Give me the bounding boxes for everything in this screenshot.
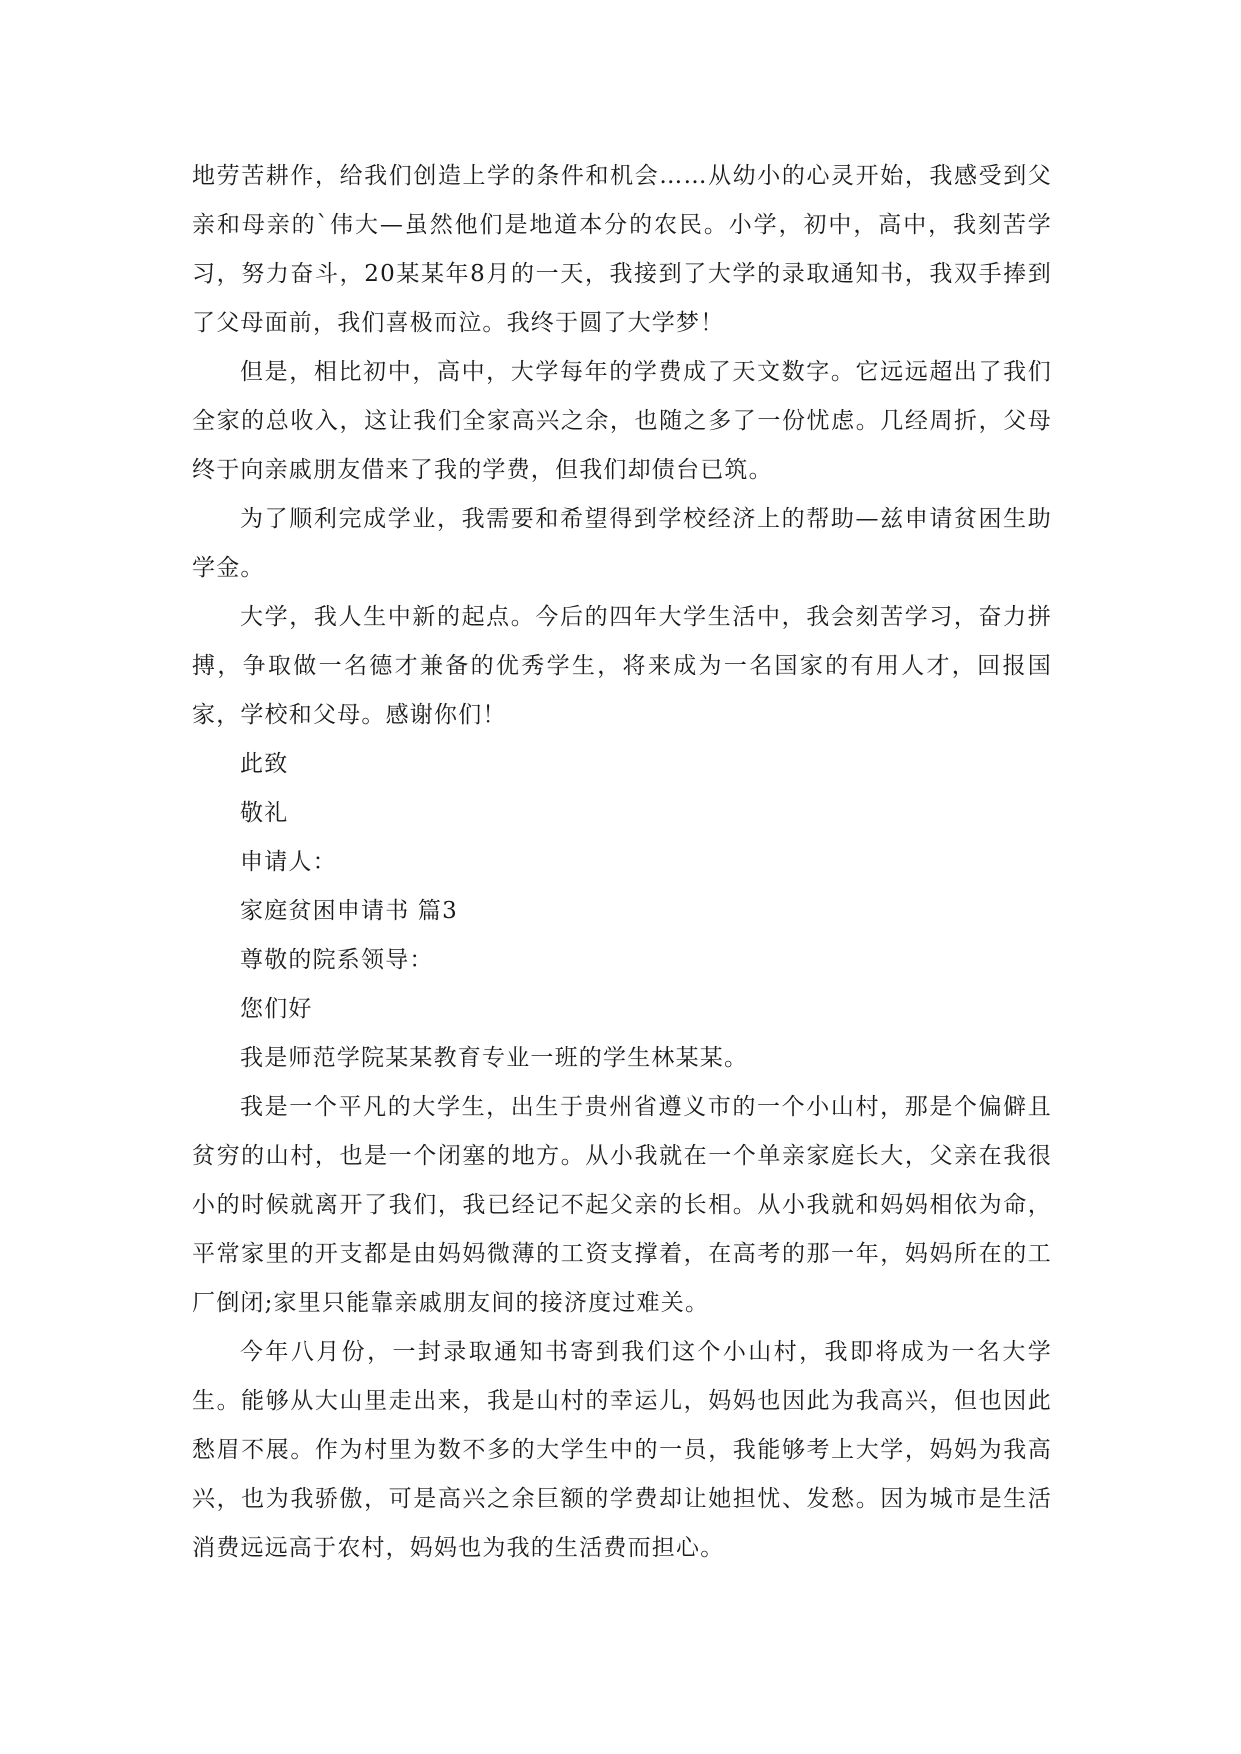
greeting-addressee: 尊敬的院系领导： xyxy=(240,947,434,973)
paragraph-tuition: 但是，相比初中，高中，大学每年的学费成了天文数字。它远远超出了我们全家的总收入，这让我们全家高兴之余，也随之多了一份忧虑。几经周折，父母终于向亲戚朋友借来了我的学费，但我们却债台已筑。 xyxy=(192,359,1052,483)
section-title: 家庭贫困申请书 篇3 xyxy=(240,898,458,924)
closing-line: 此致 xyxy=(240,751,289,777)
greeting-line: 您们好 xyxy=(240,996,313,1022)
paragraph-request: 为了顺利完成学业，我需要和希望得到学校经济上的帮助—兹申请贫困生助学金。 xyxy=(192,506,1052,581)
paragraph-background: 我是一个平凡的大学生，出生于贵州省遵义市的一个小山村，那是个偏僻且贫穷的山村，也是一个闭塞的地方。从小我就在一个单亲家庭长大，父亲在我很小的时候就离开了我们，我已经记不起父亲的长相。从小我就和妈妈相依为命，平常家里的开支都是由妈妈微薄的工资支撑着，在高考的那一年，妈妈所在的工厂倒闭;家里只能靠亲戚朋友间的接济度过难关。 xyxy=(192,1094,1052,1316)
paragraph-continuation: 地劳苦耕作，给我们创造上学的条件和机会……从幼小的心灵开始，我感受到父亲和母亲的`伟大—虽然他们是地道本分的农民。小学，初中，高中，我刻苦学习，努力奋斗，20某某年8月的一天，我接到了大学的录取通知书，我双手捧到了父母面前，我们喜极而泣。我终于圆了大学梦！ xyxy=(192,163,1052,336)
paragraph-admission: 今年八月份，一封录取通知书寄到我们这个小山村，我即将成为一名大学生。能够从大山里走出来，我是山村的幸运儿，妈妈也因此为我高兴，但也因此愁眉不展。作为村里为数不多的大学生中的一员，我能够考上大学，妈妈为我高兴，也为我骄傲，可是高兴之余巨额的学费却让她担忧、发愁。因为城市是生活消费远远高于农村，妈妈也为我的生活费而担心。 xyxy=(192,1339,1052,1561)
applicant-line: 申请人： xyxy=(240,849,337,875)
paragraph-commitment: 大学，我人生中新的起点。今后的四年大学生活中，我会刻苦学习，奋力拼搏，争取做一名德才兼备的优秀学生，将来成为一名国家的有用人才，回报国家，学校和父母。感谢你们！ xyxy=(192,604,1052,728)
salute-line: 敬礼 xyxy=(240,800,289,826)
intro-line: 我是师范学院某某教育专业一班的学生林某某。 xyxy=(240,1045,749,1071)
document-body xyxy=(192,152,1052,1573)
